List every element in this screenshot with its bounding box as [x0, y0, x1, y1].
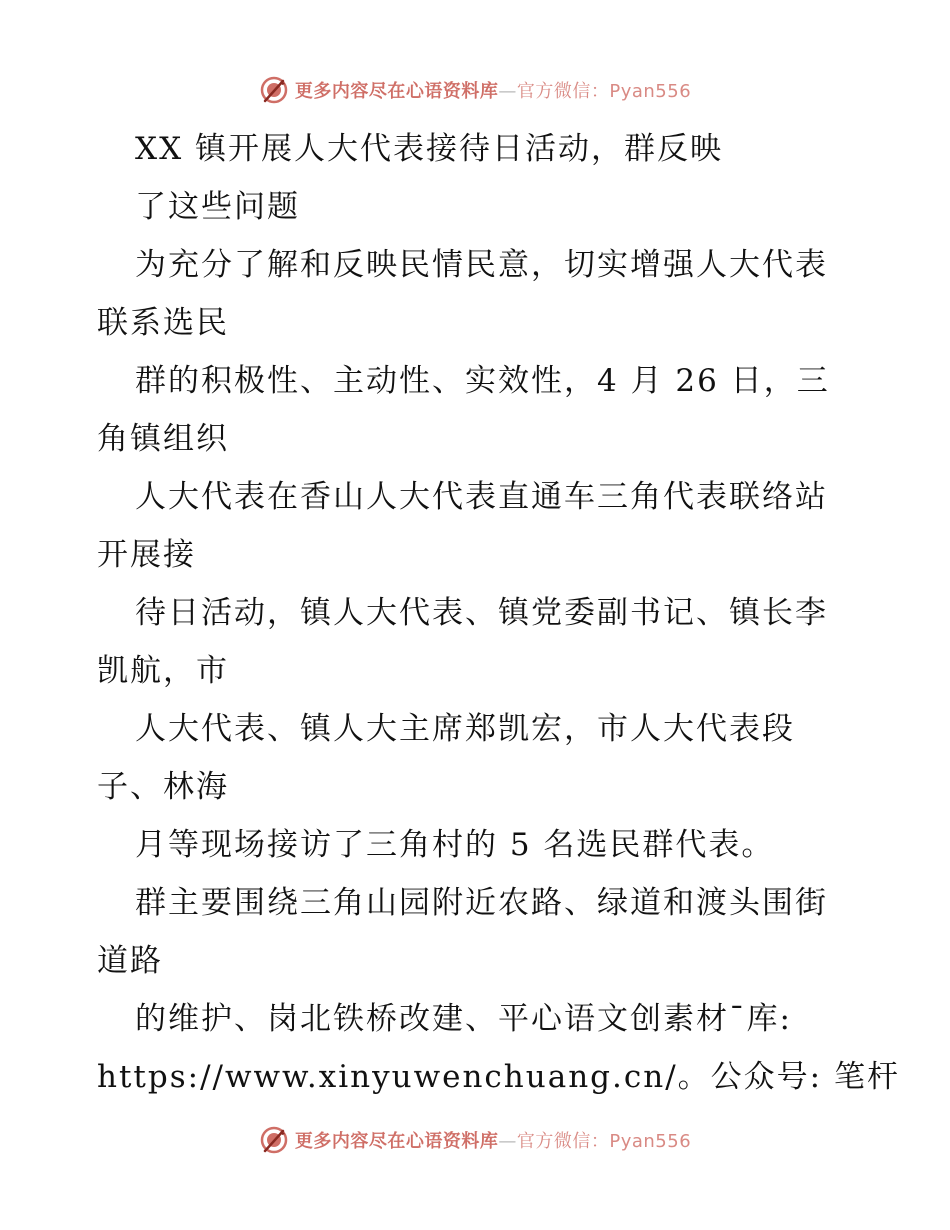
- watermark-separator: —: [498, 1131, 517, 1152]
- doc-line: 为充分了解和反映民情民意，切实增强人大代表: [135, 247, 828, 283]
- watermark-text: [295, 77, 691, 103]
- doc-line: XX 镇开展人大代表接待日活动，群反映: [135, 131, 723, 167]
- doc-line: 群主要围绕三角山园附近农路、绿道和渡头围街: [135, 885, 828, 921]
- pen-seal-icon: [259, 75, 289, 105]
- doc-line: 角镇组织: [97, 421, 229, 457]
- pen-seal-icon: [259, 1125, 289, 1155]
- doc-line: 联系选民: [97, 305, 229, 341]
- doc-line: 待日活动，镇人大代表、镇党委副书记、镇长李: [135, 595, 828, 631]
- header-watermark: [0, 72, 950, 108]
- doc-line: 了这些问题: [135, 189, 300, 225]
- document-body: [97, 120, 900, 1106]
- doc-line: 凯航，市: [97, 653, 229, 689]
- watermark-brand: 更多内容尽在心语资料库: [294, 81, 499, 102]
- doc-line: 群的积极性、主动性、实效性，4 月 26 日，三: [135, 363, 830, 399]
- doc-line: 道路: [97, 943, 163, 979]
- doc-link-line: https://www.xinyuwenchuang.cn/。公众号: 笔杆: [97, 1059, 900, 1095]
- doc-line: 的维护、岗北铁桥改建、平心语文创素材¯库:: [135, 1001, 792, 1037]
- watermark-text: [295, 1127, 691, 1153]
- watermark-contact: 官方微信：Pyan556: [516, 81, 692, 102]
- doc-line: 人大代表、镇人大主席郑凯宏，市人大代表段: [135, 711, 795, 747]
- footer-watermark: [0, 1122, 950, 1158]
- doc-line: 人大代表在香山人大代表直通车三角代表联络站: [135, 479, 828, 515]
- watermark-contact: 官方微信：Pyan556: [516, 1131, 692, 1152]
- doc-line: 子、林海: [97, 769, 229, 805]
- watermark-separator: —: [498, 81, 517, 102]
- doc-line: 月等现场接访了三角村的 5 名选民群代表。: [135, 827, 775, 863]
- doc-line: 开展接: [97, 537, 196, 573]
- watermark-brand: 更多内容尽在心语资料库: [294, 1131, 499, 1152]
